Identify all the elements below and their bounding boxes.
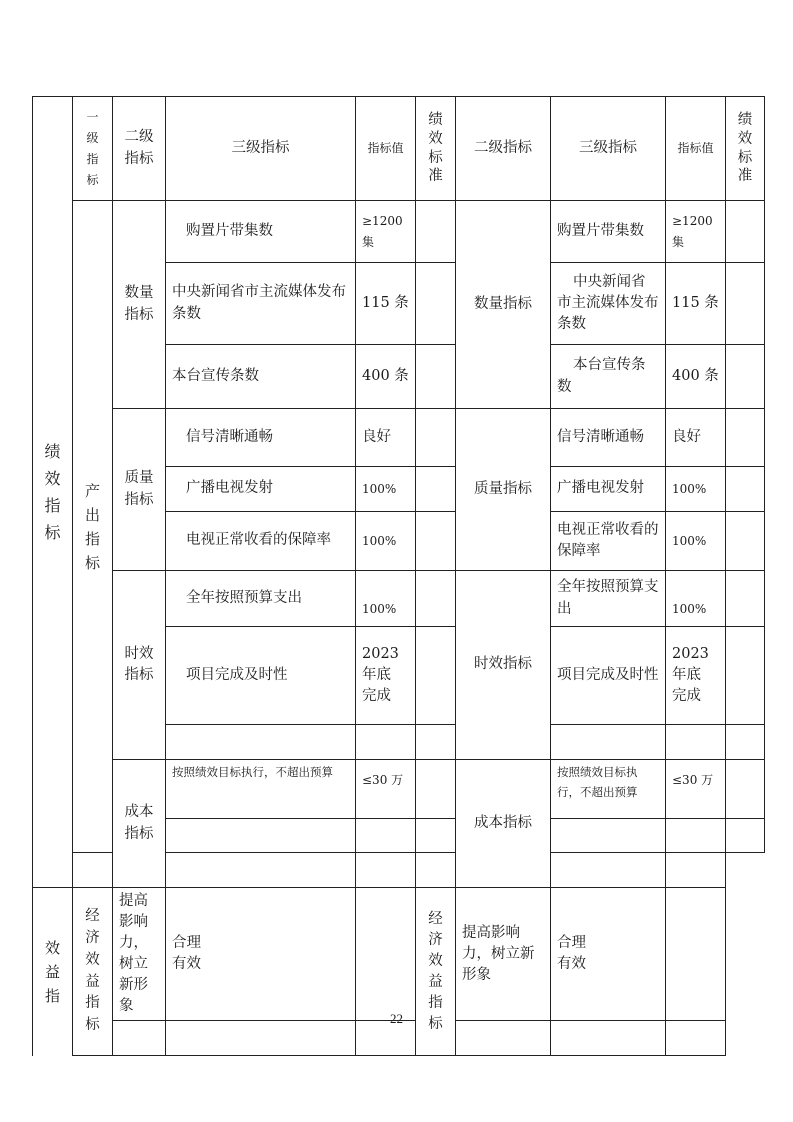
empty-cell (551, 725, 666, 760)
table-row (33, 571, 765, 627)
header-standard-right: 绩 效 标 准 (726, 97, 765, 201)
indicator-value-right: ≥1200 集 (666, 201, 726, 263)
economic-indicator-label: 经济 效益 指标 (73, 888, 113, 1056)
indicator-name: 中央新闻省市主流媒体发布条数 (166, 263, 356, 345)
indicator-name: 全年按照预算支出 (166, 571, 356, 627)
empty-cell (416, 725, 456, 760)
standard-cell (726, 201, 765, 263)
header-level3: 三级指标 (166, 97, 356, 201)
empty-cell (666, 853, 726, 888)
indicator-name-right: 按照绩效目标执行，不超出预算 (551, 760, 666, 819)
indicator-value-right: 115 条 (666, 263, 726, 345)
indicator-value: 2023 年底 完成 (356, 627, 416, 725)
standard-cell (416, 409, 456, 467)
empty-cell (416, 819, 456, 853)
standard-cell (726, 760, 765, 819)
indicator-value-right: 合理 有效 (551, 888, 666, 1021)
quality-indicator-label: 质量 指标 (113, 409, 166, 571)
indicator-value: 100% (356, 467, 416, 512)
cost-indicator-label: 成本 指标 (113, 760, 166, 888)
standard-cell (416, 760, 456, 819)
indicator-name: 按照绩效目标执行，不超出预算 (166, 760, 356, 819)
indicator-name-right: 本台宣传条数 (551, 345, 666, 409)
empty-cell (166, 725, 356, 760)
empty-cell (356, 725, 416, 760)
empty-cell (551, 853, 666, 888)
header-level3-right: 三级指标 (551, 97, 666, 201)
header-value: 指标值 (356, 97, 416, 201)
indicator-value: 100% (356, 512, 416, 571)
standard-cell (666, 888, 726, 1021)
indicator-value: 合理 有效 (166, 888, 356, 1021)
empty-cell (726, 725, 765, 760)
indicator-name: 提高影响力，树立新形象 (113, 888, 166, 1021)
standard-cell (416, 512, 456, 571)
empty-cell (166, 853, 356, 888)
empty-cell (666, 725, 726, 760)
header-row (33, 97, 765, 201)
table-row (33, 888, 765, 1021)
standard-cell (726, 345, 765, 409)
indicator-value-right: 2023 年底 完成 (666, 627, 726, 725)
empty-cell (726, 819, 765, 853)
indicator-name-right: 项目完成及时性 (551, 627, 666, 725)
output-indicator-label: 产 出 指 标 (73, 201, 113, 853)
standard-cell (726, 512, 765, 571)
empty-cell (356, 819, 416, 853)
empty-cell (356, 853, 416, 888)
empty-cell (666, 819, 726, 853)
header-level2-right: 二级指标 (456, 97, 551, 201)
standard-cell (416, 571, 456, 627)
timeliness-indicator-label-right: 时效指标 (456, 571, 551, 760)
header-level2: 二级 指标 (113, 97, 166, 201)
indicator-name-right: 购置片带集数 (551, 201, 666, 263)
empty-cell (551, 819, 666, 853)
cost-indicator-label-right: 成本指标 (456, 760, 551, 888)
standard-cell (416, 627, 456, 725)
indicator-value: ≤30 万 (356, 760, 416, 819)
table-row (33, 409, 765, 467)
indicator-name-right: 提高影响力，树立新形象 (456, 888, 551, 1021)
benefit-indicator-label: 效 益 指 (33, 888, 73, 1056)
indicator-name-right: 广播电视发射 (551, 467, 666, 512)
standard-cell (726, 409, 765, 467)
timeliness-indicator-label: 时效 指标 (113, 571, 166, 760)
indicator-value-right: ≤30 万 (666, 760, 726, 819)
indicator-value: 良好 (356, 409, 416, 467)
standard-cell (726, 627, 765, 725)
quantity-indicator-label: 数量 指标 (113, 201, 166, 409)
quantity-indicator-label-right: 数量指标 (456, 201, 551, 409)
indicator-name: 购置片带集数 (166, 201, 356, 263)
header-level1: 一 级 指 标 (73, 97, 113, 201)
quality-indicator-label-right: 质量指标 (456, 409, 551, 571)
economic-indicator-label-right: 经济效益 指标 (416, 888, 456, 1056)
empty-cell (166, 819, 356, 853)
performance-indicator-table (32, 96, 765, 1056)
indicator-name-right: 电视正常收看的保障率 (551, 512, 666, 571)
empty-cell (416, 853, 456, 888)
indicator-name: 本台宣传条数 (166, 345, 356, 409)
standard-cell (416, 345, 456, 409)
table-row (33, 201, 765, 263)
indicator-name: 电视正常收看的保障率 (166, 512, 356, 571)
standard-cell (726, 263, 765, 345)
table-row (33, 760, 765, 819)
indicator-value: 100% (356, 571, 416, 627)
indicator-value-right: 100% (666, 467, 726, 512)
standard-cell (416, 201, 456, 263)
indicator-value: 400 条 (356, 345, 416, 409)
header-value-right: 指标值 (666, 97, 726, 201)
indicator-name: 信号清晰通畅 (166, 409, 356, 467)
standard-cell (356, 888, 416, 1021)
indicator-value: ≥1200 集 (356, 201, 416, 263)
indicator-name: 项目完成及时性 (166, 627, 356, 725)
indicator-name: 广播电视发射 (166, 467, 356, 512)
standard-cell (726, 467, 765, 512)
indicator-value-right: 100% (666, 571, 726, 627)
standard-cell (416, 263, 456, 345)
indicator-name-right: 中央新闻省市主流媒体发布条数 (551, 263, 666, 345)
indicator-value-right: 400 条 (666, 345, 726, 409)
indicator-name-right: 全年按照预算支出 (551, 571, 666, 627)
page-number: 22 (390, 1011, 403, 1026)
indicator-value-right: 100% (666, 512, 726, 571)
empty-cell (73, 853, 113, 888)
indicator-value-right: 良好 (666, 409, 726, 467)
header-standard: 绩 效 标 准 (416, 97, 456, 201)
indicator-value: 115 条 (356, 263, 416, 345)
indicator-name-right: 信号清晰通畅 (551, 409, 666, 467)
performance-indicator-label: 绩 效 指 标 (33, 97, 73, 888)
standard-cell (416, 467, 456, 512)
standard-cell (726, 571, 765, 627)
